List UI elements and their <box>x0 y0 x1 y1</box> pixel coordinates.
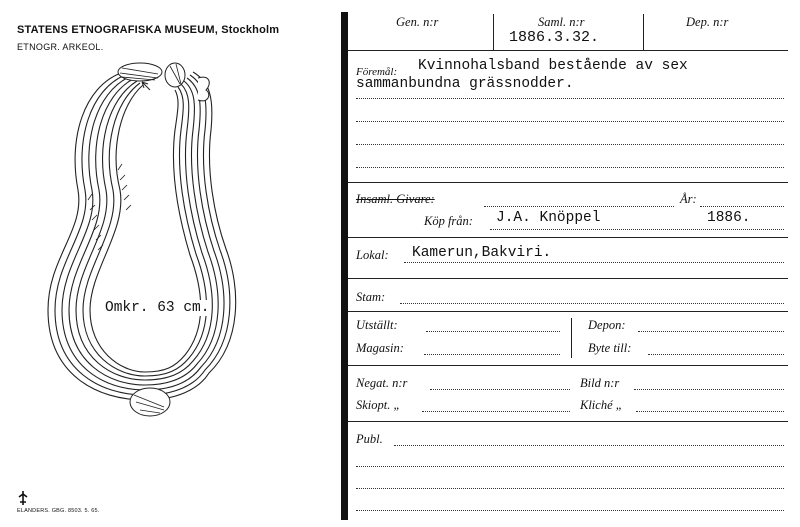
kop-label: Köp från: <box>424 214 473 228</box>
section-rule <box>348 237 788 238</box>
foremal-line2: sammanbundna grässnodder. <box>356 76 574 92</box>
dotted-line <box>490 229 784 230</box>
dotted-line <box>356 510 784 511</box>
section-rule <box>348 365 788 366</box>
dotted-line <box>400 303 784 304</box>
dotted-line <box>356 466 784 467</box>
dotted-line <box>700 206 784 207</box>
stam-label: Stam: <box>356 290 386 304</box>
kliche-label: Kliché „ <box>580 398 623 412</box>
byte-label: Byte till: <box>588 341 632 355</box>
bild-label: Bild n:r <box>580 376 620 390</box>
saml-value: 1886.3.32. <box>509 29 600 46</box>
header-separator <box>643 14 644 50</box>
printer-logo-icon <box>18 491 28 505</box>
section-rule <box>348 421 788 422</box>
column-separator <box>571 318 572 358</box>
year-value: 1886. <box>707 210 751 226</box>
saml-label: Saml. n:r <box>538 15 585 29</box>
department-label: ETNOGR. ARKEOL. <box>17 42 104 52</box>
dotted-line <box>426 331 560 332</box>
header-rule <box>348 50 788 51</box>
dotted-line <box>356 121 784 122</box>
magasin-label: Magasin: <box>356 341 404 355</box>
depon-label: Depon: <box>588 318 626 332</box>
necklace-illustration <box>30 50 330 430</box>
dotted-line <box>394 445 784 446</box>
dotted-line <box>648 354 784 355</box>
measurement-text: Omkr. 63 cm. <box>105 300 210 316</box>
lokal-value: Kamerun,Bakviri. <box>412 245 552 261</box>
dotted-line <box>430 389 570 390</box>
museum-name: STATENS ETNOGRAFISKA MUSEUM, Stockholm <box>17 24 280 36</box>
dotted-line <box>484 206 674 207</box>
card-divider <box>341 12 348 520</box>
foremal-label: Föremål: <box>356 66 398 78</box>
section-rule <box>348 278 788 279</box>
dotted-line <box>638 331 784 332</box>
skiopt-label: Skiopt. „ <box>356 398 401 412</box>
negat-label: Negat. n:r <box>356 376 408 390</box>
utstallt-label: Utställt: <box>356 318 398 332</box>
gen-label: Gen. n:r <box>396 15 439 29</box>
dep-label: Dep. n:r <box>686 15 729 29</box>
dotted-line <box>356 98 784 99</box>
dotted-line <box>404 262 784 263</box>
dotted-line <box>424 354 560 355</box>
section-rule <box>348 311 788 312</box>
dotted-line <box>636 411 784 412</box>
insaml-label: Insaml. Givare: <box>356 192 435 206</box>
printer-imprint: ELANDERS. GBG. 8503. 5. 65. <box>17 508 100 514</box>
header-separator <box>493 14 494 50</box>
publ-label: Publ. <box>356 432 383 446</box>
kop-value: J.A. Knöppel <box>496 210 601 226</box>
lokal-label: Lokal: <box>356 248 389 262</box>
dotted-line <box>356 167 784 168</box>
foremal-line1: Kvinnohalsband bestående av sex <box>418 58 688 74</box>
dotted-line <box>356 488 784 489</box>
dotted-line <box>634 389 784 390</box>
ar-label: År: <box>680 192 697 206</box>
dotted-line <box>356 144 784 145</box>
dotted-line <box>422 411 570 412</box>
section-rule <box>348 182 788 183</box>
